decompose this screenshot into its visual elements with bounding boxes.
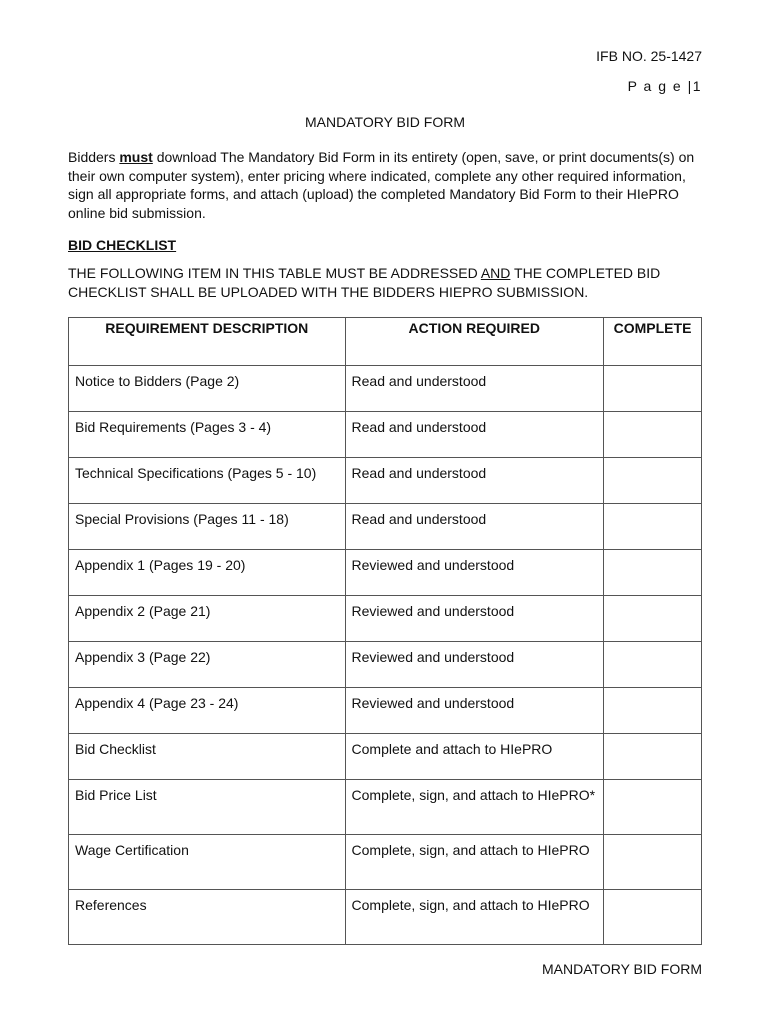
instruction-paragraph bbox=[68, 264, 708, 301]
action-cell bbox=[345, 642, 604, 688]
action-cell bbox=[345, 596, 604, 642]
complete-checkbox-cell[interactable] bbox=[604, 688, 702, 734]
requirement-cell bbox=[69, 550, 346, 596]
bid-checklist-table bbox=[68, 317, 702, 945]
action-cell bbox=[345, 835, 604, 890]
table-row bbox=[69, 366, 702, 412]
complete-checkbox-cell[interactable] bbox=[604, 734, 702, 780]
complete-checkbox-cell[interactable] bbox=[604, 550, 702, 596]
action-text: Reviewed and understood bbox=[351, 603, 515, 619]
table-header-row bbox=[69, 318, 702, 366]
requirement-text: Appendix 1 (Pages 19 - 20) bbox=[75, 557, 246, 573]
requirement-cell bbox=[69, 734, 346, 780]
requirement-text: Bid Price List bbox=[75, 787, 157, 803]
action-text: Reviewed and understood bbox=[351, 557, 515, 573]
complete-checkbox-cell[interactable] bbox=[604, 366, 702, 412]
action-text: Complete, sign, and attach to HIePRO bbox=[351, 842, 590, 858]
action-text: Read and understood bbox=[351, 419, 487, 435]
instruction-text-start: THE FOLLOWING ITEM IN THIS TABLE MUST BE ADDRESSED bbox=[68, 265, 481, 281]
table-row bbox=[69, 412, 702, 458]
header-complete: COMPLETE bbox=[604, 318, 702, 366]
intro-text-start: Bidders bbox=[68, 149, 120, 165]
page-number: P a g e |1 bbox=[627, 78, 702, 94]
complete-checkbox-cell[interactable] bbox=[604, 642, 702, 688]
requirement-cell bbox=[69, 688, 346, 734]
requirement-cell bbox=[69, 890, 346, 945]
action-text: Complete, sign, and attach to HIePRO bbox=[351, 897, 590, 913]
action-text: Reviewed and understood bbox=[351, 649, 515, 665]
action-cell bbox=[345, 412, 604, 458]
table-row bbox=[69, 642, 702, 688]
complete-checkbox-cell[interactable] bbox=[604, 890, 702, 945]
table-row bbox=[69, 890, 702, 945]
action-cell bbox=[345, 504, 604, 550]
requirement-text: Wage Certification bbox=[75, 842, 189, 858]
table-row bbox=[69, 458, 702, 504]
requirement-text: Bid Checklist bbox=[75, 741, 156, 757]
action-text: Read and understood bbox=[351, 465, 487, 481]
complete-checkbox-cell[interactable] bbox=[604, 412, 702, 458]
action-text: Reviewed and understood bbox=[351, 695, 515, 711]
action-cell bbox=[345, 890, 604, 945]
intro-text-end: download The Mandatory Bid Form in its entirety (open, save, or print documents(s) on their own computer system), enter pricing where indicated, complete any other required information, sign all appropriate forms, and attach (upload) the completed Mandatory Bid Form to their HIePRO online bid submission. bbox=[68, 149, 695, 221]
form-title: MANDATORY BID FORM bbox=[305, 114, 465, 130]
requirement-text: Special Provisions (Pages 11 - 18) bbox=[75, 511, 289, 527]
requirement-text: Appendix 3 (Page 22) bbox=[75, 649, 211, 665]
instruction-emphasis: AND bbox=[480, 265, 511, 281]
complete-checkbox-cell[interactable] bbox=[604, 835, 702, 890]
table-row bbox=[69, 688, 702, 734]
table-row bbox=[69, 780, 702, 835]
instruction-text-end: THE COMPLETED BID CHECKLIST SHALL BE UPLOADED WITH THE BIDDERS HIEPRO SUBMISSION. bbox=[68, 265, 661, 300]
header-action: ACTION REQUIRED bbox=[345, 318, 604, 366]
action-text: Complete and attach to HIePRO bbox=[351, 741, 553, 757]
requirement-cell bbox=[69, 642, 346, 688]
ifb-number: IFB NO. 25-1427 bbox=[596, 48, 702, 64]
table-row bbox=[69, 550, 702, 596]
requirement-text: Appendix 4 (Page 23 - 24) bbox=[75, 695, 239, 711]
intro-paragraph bbox=[68, 148, 708, 222]
requirement-cell bbox=[69, 458, 346, 504]
requirement-text: Bid Requirements (Pages 3 - 4) bbox=[75, 419, 272, 435]
complete-checkbox-cell[interactable] bbox=[604, 780, 702, 835]
complete-checkbox-cell[interactable] bbox=[604, 596, 702, 642]
requirement-cell bbox=[69, 780, 346, 835]
action-cell bbox=[345, 366, 604, 412]
requirement-cell bbox=[69, 412, 346, 458]
action-cell bbox=[345, 688, 604, 734]
requirement-cell bbox=[69, 366, 346, 412]
table-row bbox=[69, 835, 702, 890]
footer-title: MANDATORY BID FORM bbox=[542, 961, 702, 977]
table-row bbox=[69, 596, 702, 642]
action-text: Read and understood bbox=[351, 373, 487, 389]
requirement-cell bbox=[69, 596, 346, 642]
requirement-text: Appendix 2 (Page 21) bbox=[75, 603, 211, 619]
requirement-cell bbox=[69, 504, 346, 550]
action-cell bbox=[345, 550, 604, 596]
table-row bbox=[69, 504, 702, 550]
requirement-text: Notice to Bidders (Page 2) bbox=[75, 373, 240, 389]
intro-emphasis: must bbox=[119, 149, 153, 165]
action-cell bbox=[345, 458, 604, 504]
header-requirement: REQUIREMENT DESCRIPTION bbox=[69, 318, 346, 366]
table-row bbox=[69, 734, 702, 780]
action-text: Complete, sign, and attach to HIePRO* bbox=[351, 787, 596, 803]
action-text: Read and understood bbox=[351, 511, 487, 527]
requirement-cell bbox=[69, 835, 346, 890]
action-cell bbox=[345, 734, 604, 780]
requirement-text: Technical Specifications (Pages 5 - 10) bbox=[75, 465, 317, 481]
complete-checkbox-cell[interactable] bbox=[604, 504, 702, 550]
complete-checkbox-cell[interactable] bbox=[604, 458, 702, 504]
requirement-text: References bbox=[75, 897, 147, 913]
action-cell bbox=[345, 780, 604, 835]
checklist-heading: BID CHECKLIST bbox=[68, 237, 177, 253]
